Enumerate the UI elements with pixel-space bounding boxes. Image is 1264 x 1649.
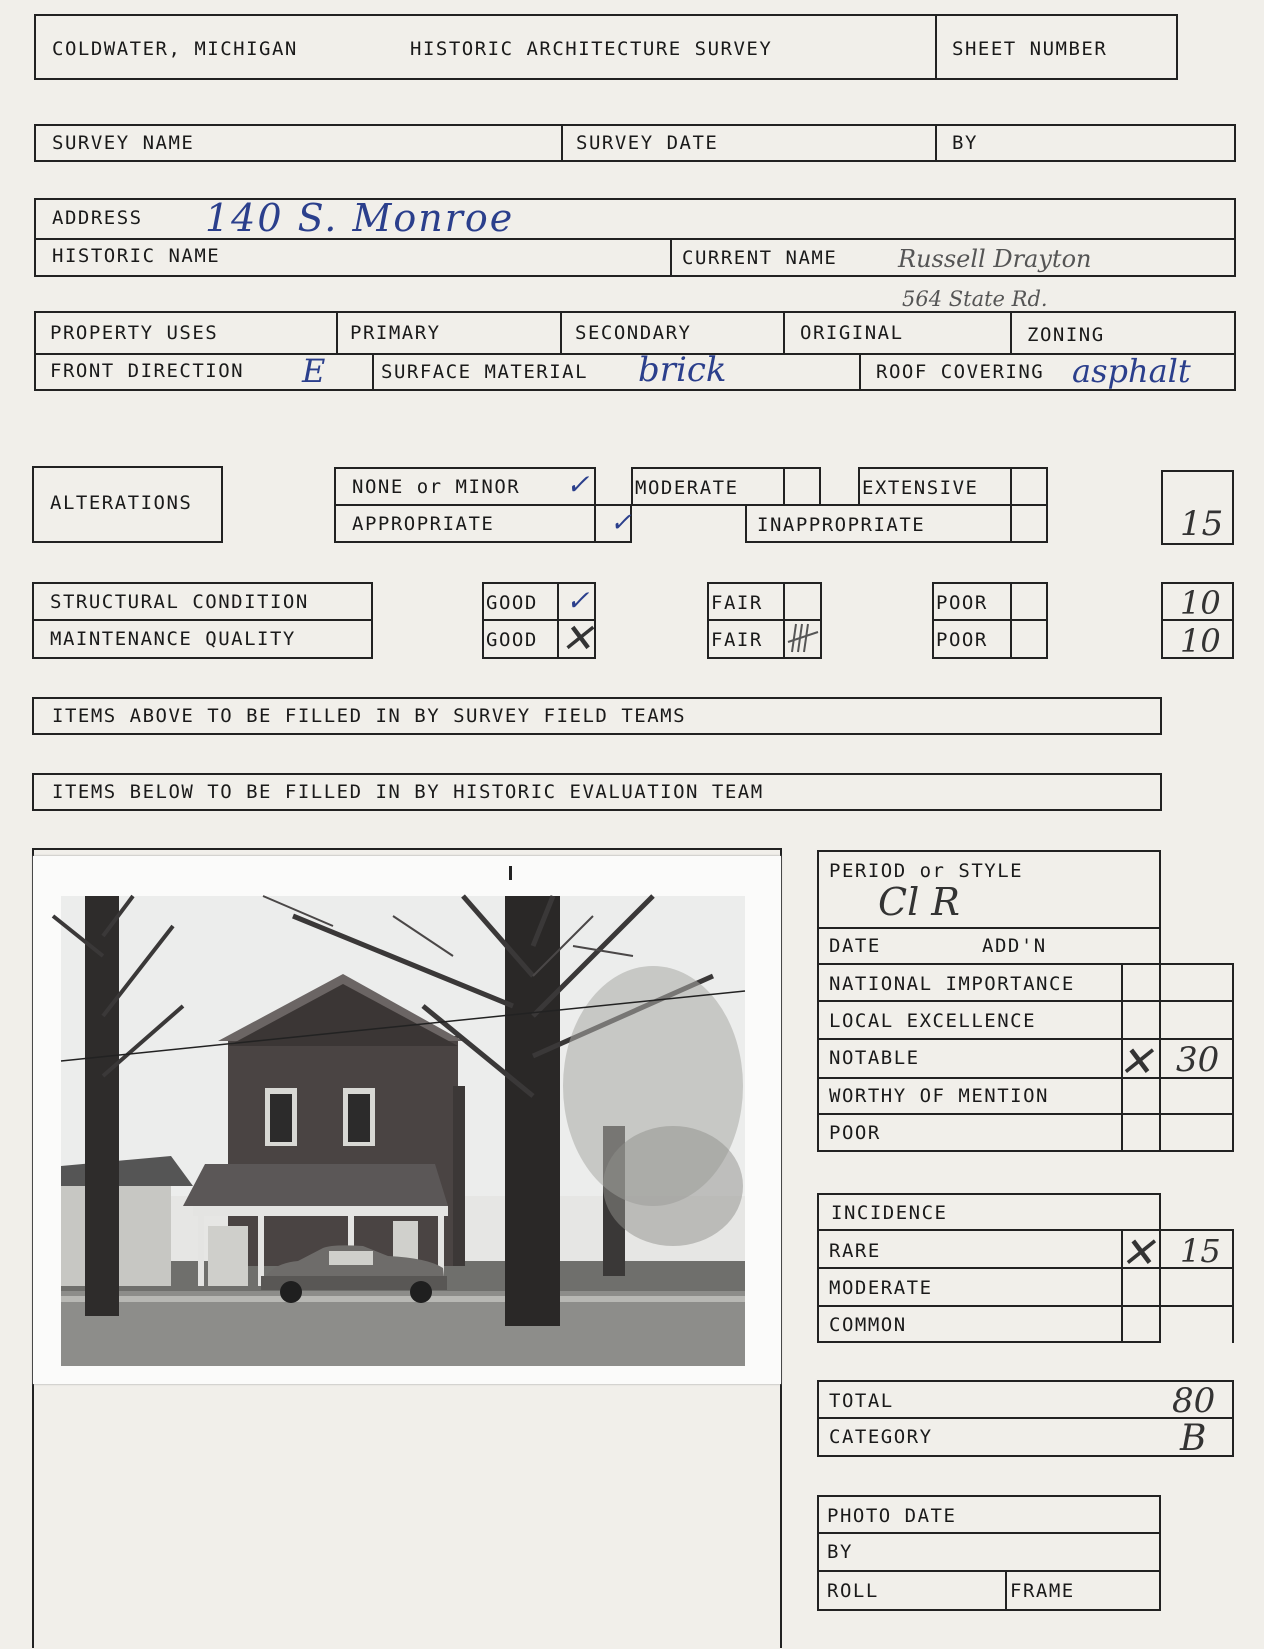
current-name-value: Russell Drayton bbox=[898, 245, 1092, 273]
surface-material-value: brick bbox=[638, 350, 727, 390]
structural-good-check: ✓ bbox=[566, 584, 590, 617]
frame-label: FRAME bbox=[1010, 1580, 1075, 1602]
sheet-number-label: SHEET NUMBER bbox=[952, 38, 1108, 60]
roof-covering-label: ROOF COVERING bbox=[876, 361, 1045, 383]
date-label: DATE bbox=[829, 935, 881, 957]
structural-score: 10 bbox=[1180, 584, 1221, 622]
structural-good-label: GOOD bbox=[486, 592, 538, 614]
secondary-label: SECONDARY bbox=[575, 322, 692, 344]
historic-name-label: HISTORIC NAME bbox=[52, 245, 221, 267]
alterations-label: ALTERATIONS bbox=[50, 492, 193, 514]
maintenance-score: 10 bbox=[1180, 622, 1221, 660]
surface-material-label: SURFACE MATERIAL bbox=[381, 361, 589, 383]
survey-by-label: BY bbox=[952, 132, 978, 154]
header-divider bbox=[935, 14, 937, 80]
zoning-label: ZONING bbox=[1027, 324, 1105, 346]
period-style-value: Cl R bbox=[878, 880, 960, 924]
address-value: 140 S. Monroe bbox=[205, 196, 515, 240]
house-photo-image bbox=[33, 856, 781, 1384]
maintenance-good-x: ✕ bbox=[560, 616, 594, 662]
roll-label: ROLL bbox=[827, 1580, 879, 1602]
poor-rating-label: POOR bbox=[829, 1122, 881, 1144]
maintenance-fair-label: FAIR bbox=[711, 629, 763, 651]
moderate-label: MODERATE bbox=[635, 477, 739, 499]
survey-date-label: SURVEY DATE bbox=[576, 132, 719, 154]
notable-score: 30 bbox=[1176, 1040, 1220, 1080]
city-label: COLDWATER, MICHIGAN bbox=[52, 38, 298, 60]
alterations-score: 15 bbox=[1180, 504, 1224, 544]
category-value: B bbox=[1180, 1418, 1207, 1459]
none-or-minor-check: ✓ bbox=[566, 468, 590, 501]
primary-label: PRIMARY bbox=[350, 322, 441, 344]
evaluation-team-note-text: ITEMS BELOW TO BE FILLED IN BY HISTORIC EVALUATION TEAM bbox=[52, 781, 764, 803]
current-name-label: CURRENT NAME bbox=[682, 247, 838, 269]
current-name-note: 564 State Rd. bbox=[902, 287, 1048, 311]
local-excellence-label: LOCAL EXCELLENCE bbox=[829, 1010, 1037, 1032]
photo-date-label: PHOTO DATE bbox=[827, 1505, 957, 1527]
common-label: COMMON bbox=[829, 1314, 907, 1336]
national-importance-label: NATIONAL IMPORTANCE bbox=[829, 973, 1075, 995]
addn-label: ADD'N bbox=[982, 935, 1047, 957]
survey-row-top bbox=[34, 124, 1236, 126]
maintenance-quality-label: MAINTENANCE QUALITY bbox=[50, 628, 296, 650]
appropriate-label: APPROPRIATE bbox=[352, 513, 495, 535]
incidence-label: INCIDENCE bbox=[831, 1202, 948, 1224]
notable-label: NOTABLE bbox=[829, 1047, 920, 1069]
category-label: CATEGORY bbox=[829, 1426, 933, 1448]
address-label: ADDRESS bbox=[52, 207, 143, 229]
total-value: 80 bbox=[1172, 1381, 1216, 1421]
period-style-label: PERIOD or STYLE bbox=[829, 860, 1024, 882]
field-teams-note-text: ITEMS ABOVE TO BE FILLED IN BY SURVEY FIELD TEAMS bbox=[52, 705, 687, 727]
original-label: ORIGINAL bbox=[800, 322, 904, 344]
rare-x: ✕ bbox=[1120, 1228, 1156, 1277]
house-photograph bbox=[33, 856, 781, 1384]
property-uses-label: PROPERTY USES bbox=[50, 322, 219, 344]
worthy-of-mention-label: WORTHY OF MENTION bbox=[829, 1085, 1049, 1107]
inappropriate-label: INAPPROPRIATE bbox=[757, 514, 926, 536]
total-label: TOTAL bbox=[829, 1390, 894, 1412]
tally-icon bbox=[786, 622, 820, 654]
front-direction-label: FRONT DIRECTION bbox=[50, 360, 245, 382]
survey-name-label: SURVEY NAME bbox=[52, 132, 195, 154]
appropriate-check: ✓ bbox=[610, 508, 632, 538]
notable-x: ✕ bbox=[1118, 1037, 1154, 1086]
extensive-label: EXTENSIVE bbox=[862, 477, 979, 499]
structural-condition-label: STRUCTURAL CONDITION bbox=[50, 591, 309, 613]
photo-by-label: BY bbox=[827, 1541, 853, 1563]
maintenance-poor-label: POOR bbox=[936, 629, 988, 651]
fair-tally-marks bbox=[786, 622, 820, 654]
survey-row-bottom bbox=[34, 160, 1236, 162]
structural-fair-label: FAIR bbox=[711, 592, 763, 614]
front-direction-value: E bbox=[302, 352, 326, 390]
rare-label: RARE bbox=[829, 1240, 881, 1262]
structural-poor-label: POOR bbox=[936, 592, 988, 614]
rare-score: 15 bbox=[1180, 1232, 1221, 1270]
moderate-incidence-label: MODERATE bbox=[829, 1277, 933, 1299]
none-or-minor-label: NONE or MINOR bbox=[352, 476, 521, 498]
roof-covering-value: asphalt bbox=[1072, 352, 1191, 390]
survey-title: HISTORIC ARCHITECTURE SURVEY bbox=[410, 38, 773, 60]
maintenance-good-label: GOOD bbox=[486, 629, 538, 651]
